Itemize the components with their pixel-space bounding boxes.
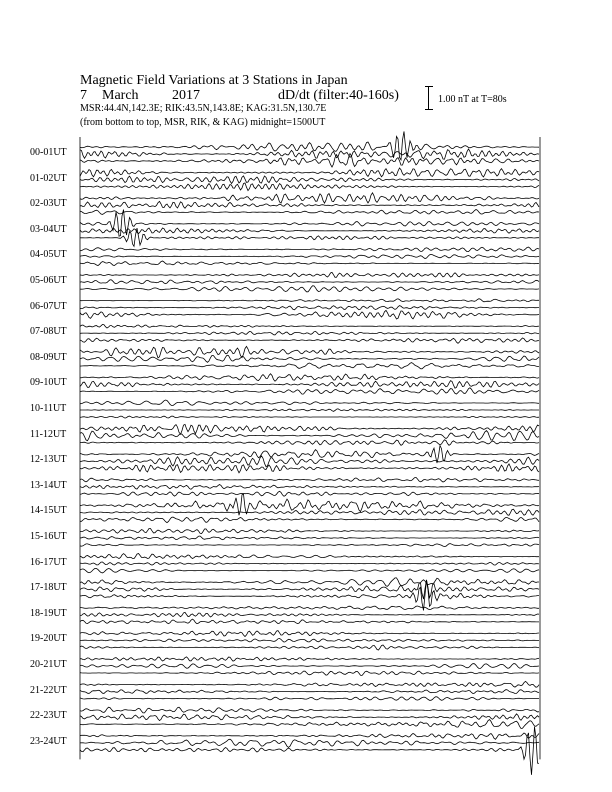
rik-trace <box>80 149 539 159</box>
rik-trace <box>80 381 539 389</box>
kag-trace <box>80 707 539 713</box>
row-label: 12-13UT <box>30 454 67 466</box>
msr-trace <box>80 338 539 343</box>
kag-trace <box>80 477 539 482</box>
row-label: 04-05UT <box>30 249 67 261</box>
row-label: 07-08UT <box>30 326 67 338</box>
msr-trace <box>80 619 539 624</box>
row-label: 15-16UT <box>30 531 67 542</box>
row-label: 02-03UT <box>30 198 67 210</box>
msr-trace <box>80 544 539 547</box>
kag-trace <box>80 131 539 160</box>
kag-trace <box>80 631 539 637</box>
rik-trace <box>80 485 539 490</box>
rik-trace <box>80 612 539 617</box>
rik-trace <box>80 562 539 565</box>
date-year: 2017 <box>172 88 200 103</box>
row-label: 16-17UT <box>30 556 67 568</box>
row-label: 03-04UT <box>30 223 67 235</box>
kag-trace <box>80 374 539 382</box>
kag-trace <box>80 247 539 252</box>
kag-trace <box>80 733 539 739</box>
msr-trace <box>80 517 539 523</box>
row-label: 23-24UT <box>30 735 67 747</box>
stations-line: MSR:44.4N,142.3E; RIK:43.5N,143.8E; KAG:31.5N,130.7E <box>80 103 327 114</box>
row-label: 10-11UT <box>30 403 67 414</box>
rik-trace <box>80 456 539 467</box>
row-label: 00-01UT <box>30 147 67 158</box>
msr-trace <box>80 720 539 729</box>
kag-trace <box>80 210 539 237</box>
kag-trace <box>80 529 539 534</box>
kag-trace <box>80 193 539 203</box>
kag-trace <box>80 299 539 302</box>
msr-trace <box>80 580 539 610</box>
row-label: 17-18UT <box>30 582 67 594</box>
msr-trace <box>80 210 539 215</box>
msr-trace <box>80 727 539 775</box>
kag-trace <box>80 346 539 358</box>
row-label: 18-19UT <box>30 607 67 619</box>
kag-trace <box>80 324 539 328</box>
msr-trace <box>80 363 539 369</box>
msr-trace <box>80 645 539 650</box>
scale-label: 1.00 nT at T=80s <box>438 94 507 105</box>
date-day: 7 <box>80 88 87 103</box>
msr-trace <box>80 388 539 394</box>
date-line <box>80 89 399 103</box>
kag-trace <box>80 681 539 687</box>
kag-trace <box>80 400 539 406</box>
kag-trace <box>80 168 539 177</box>
rik-trace <box>80 638 539 642</box>
rik-trace <box>80 228 539 234</box>
row-label: 05-06UT <box>30 275 67 286</box>
order-line: (from bottom to top, MSR, RIK, & KAG) midnight=1500UT <box>80 117 326 128</box>
msr-trace <box>80 697 539 701</box>
quantity-label: dD/dt (filter:40-160s) <box>278 88 399 103</box>
msr-trace <box>80 261 539 266</box>
rik-trace <box>80 431 539 441</box>
row-label: 08-09UT <box>30 351 67 363</box>
rik-trace <box>80 536 539 540</box>
rik-trace <box>80 664 539 669</box>
msr-trace <box>80 671 539 675</box>
chart-title: Magnetic Field Variations at 3 Stations in Japan <box>80 73 348 88</box>
row-label: 22-23UT <box>30 710 67 722</box>
kag-trace <box>80 554 539 559</box>
row-label: 11-12UT <box>30 428 67 440</box>
msr-trace <box>80 183 539 191</box>
rik-trace <box>80 714 539 721</box>
msr-trace <box>80 491 539 496</box>
rik-trace <box>80 201 539 208</box>
row-label: 13-14UT <box>30 479 67 491</box>
scale-bar <box>428 86 435 110</box>
kag-trace <box>80 272 539 277</box>
rik-trace <box>80 355 539 362</box>
rik-trace <box>80 254 539 258</box>
rik-trace <box>80 690 539 694</box>
kag-trace <box>80 657 539 661</box>
msr-trace <box>80 310 539 319</box>
rik-trace <box>80 306 539 310</box>
rik-trace <box>80 176 539 184</box>
msr-trace <box>80 568 539 573</box>
row-label: 19-20UT <box>30 633 67 645</box>
row-label: 06-07UT <box>30 300 67 312</box>
rik-trace <box>80 509 539 515</box>
rik-trace <box>80 739 539 747</box>
row-label: 01-02UT <box>30 172 67 184</box>
kag-trace <box>80 578 539 586</box>
msr-trace <box>80 416 539 418</box>
row-label: 14-15UT <box>30 505 67 517</box>
rik-trace <box>80 280 539 284</box>
msr-trace <box>80 286 539 292</box>
rik-trace <box>80 409 539 412</box>
rik-trace <box>80 331 539 335</box>
kag-trace <box>80 606 539 610</box>
row-label: 20-21UT <box>30 659 67 670</box>
row-label: 09-10UT <box>30 377 67 389</box>
row-label: 21-22UT <box>30 684 67 696</box>
date-month: March <box>102 88 139 103</box>
msr-trace <box>80 464 539 473</box>
msr-trace <box>80 440 539 446</box>
msr-trace <box>80 154 539 168</box>
kag-trace <box>80 424 539 434</box>
